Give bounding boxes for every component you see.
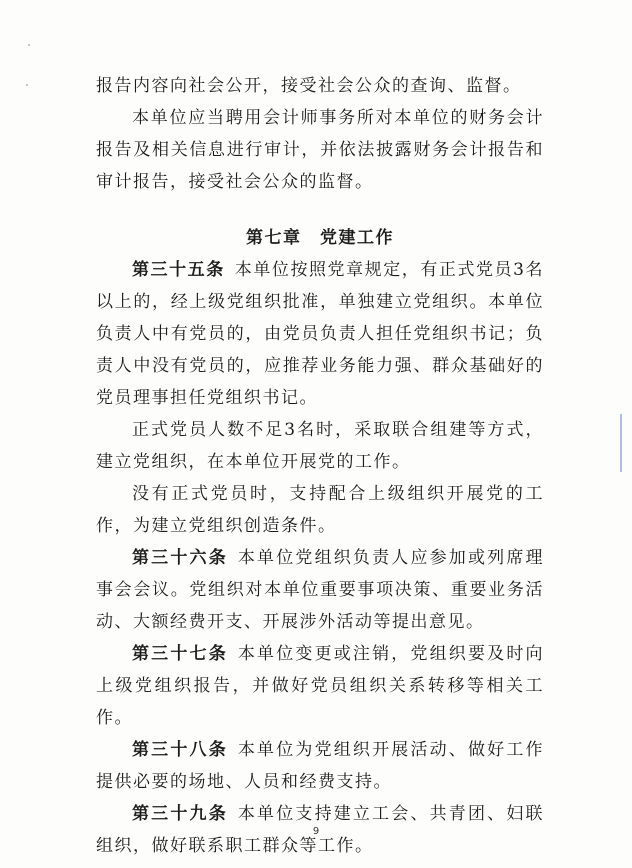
scan-speck (26, 84, 28, 86)
article-35-para-2 (96, 414, 544, 478)
article-37 (96, 638, 544, 734)
article-text: 本单位为党组织开展活动、做好工作提供必要的场地、人员和经费支持。 (96, 740, 544, 792)
article-number: 第三十七条 (132, 644, 228, 664)
article-35-para-3 (96, 478, 544, 542)
article-38 (96, 734, 544, 798)
chapter-title: 第七章 党建工作 (246, 228, 394, 248)
article-number: 第三十六条 (132, 548, 228, 568)
article-text: 本单位支持建立工会、共青团、妇联组织，做好联系职工群众等工作。 (96, 804, 544, 856)
article-number: 第三十五条 (132, 260, 225, 280)
article-36 (96, 542, 544, 638)
article-text: 没有正式党员时，支持配合上级组织开展党的工作，为建立党组织创造条件。 (96, 484, 544, 536)
page-number: 9 (312, 826, 320, 837)
paragraph-intro-1: 报告内容向社会公开，接受社会公众的查询、监督。 (96, 76, 522, 96)
article-text: 本单位变更或注销，党组织要及时向上级党组织报告，并做好党员组织关系转移等相关工作。 (96, 644, 544, 728)
scan-speck (28, 44, 30, 46)
document-body (96, 70, 544, 862)
article-text: 本单位按照党章规定，有正式党员3名以上的，经上级党组织批准，单独建立党组织。本单位负责人中有党员的，由党员负责人担任党组织书记；负责人中没有党员的，应推荐业务能力强、群众基础好的党员理事担任党组织书记。 (96, 260, 544, 408)
article-text: 正式党员人数不足3名时，采取联合组建等方式，建立党组织，在本单位开展党的工作。 (96, 420, 544, 472)
article-text: 本单位党组织负责人应参加或列席理事会会议。党组织对本单位重要事项决策、重要业务活动、大额经费开支、开展涉外活动等提出意见。 (96, 548, 544, 632)
binding-edge-mark (620, 414, 632, 472)
article-number: 第三十八条 (132, 740, 228, 760)
article-35 (96, 254, 544, 414)
article-number: 第三十九条 (132, 804, 228, 824)
paragraph-intro-2: 本单位应当聘用会计师事务所对本单位的财务会计报告及相关信息进行审计，并依法披露财务会计报告和审计报告，接受社会公众的监督。 (96, 108, 544, 192)
